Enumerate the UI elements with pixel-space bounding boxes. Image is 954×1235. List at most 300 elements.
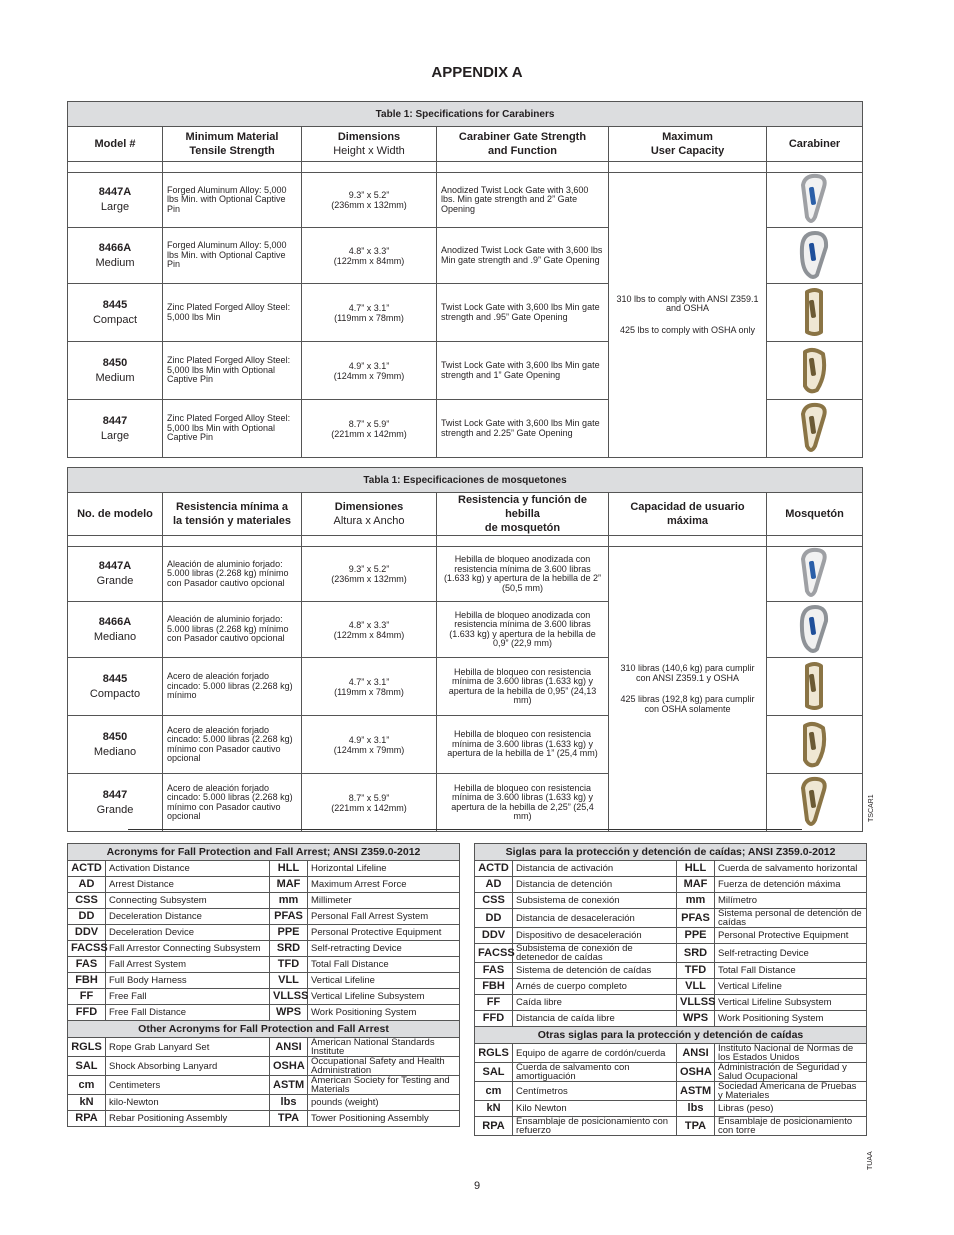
carabiner-image [793, 344, 837, 396]
acronym-row [475, 944, 867, 963]
acronym-definition: Distancia de caída libre [513, 1011, 677, 1027]
model-cell [68, 342, 163, 400]
acronym-abbr: FF [475, 995, 513, 1011]
appendix-title: APPENDIX A [431, 64, 523, 81]
acronym-abbr: HLL [270, 861, 308, 877]
spacer-row [68, 162, 863, 173]
header-line: Capacidad de usuario [630, 501, 745, 513]
model-cell [68, 716, 163, 774]
carabiner-image [793, 286, 837, 338]
acronym-definition: Milímetro [715, 893, 867, 909]
acronym-definition: Sistema personal de detención de caídas [715, 909, 867, 928]
acronym-definition: Total Fall Distance [715, 963, 867, 979]
header-line: Mosquetón [785, 508, 844, 520]
acronym-row [475, 1063, 867, 1082]
header-subline: de mosquetón [484, 522, 561, 534]
spacer [437, 536, 609, 547]
carabiner-image [793, 776, 837, 828]
material-cell: Acero de aleación forjado cincado: 5.000 libras (2.268 kg) mínimo con Pasador cautivo opcional [163, 716, 302, 774]
dimension-mm: (221mm x 142mm) [331, 802, 407, 813]
spacer [609, 162, 767, 173]
column-header [437, 127, 609, 162]
acronym-abbr: FFD [475, 1011, 513, 1027]
model-number: 8466A [98, 241, 132, 254]
acronym-row [68, 1005, 460, 1021]
header-line: Dimensions [337, 131, 401, 143]
dimension-inches: 9.3” x 5.2” [348, 190, 390, 200]
acronym-abbr: AD [475, 877, 513, 893]
dimension-cell [302, 658, 437, 716]
acronym-row [475, 1044, 867, 1063]
header-line: Resistencia y función de hebilla [458, 494, 587, 520]
acronym-definition: Sociedad Americana de Pruebas y Materiales [715, 1082, 867, 1101]
material-cell: Aleación de aluminio forjado: 5.000 libras (2.268 kg) mínimo con Pasador cautivo opcional [163, 602, 302, 658]
spacer [68, 536, 163, 547]
acronym-definition: Arnés de cuerpo completo [513, 979, 677, 995]
acronym-abbr: RGLS [475, 1044, 513, 1063]
column-header [767, 127, 863, 162]
acronym-definition: Work Positioning System [715, 1011, 867, 1027]
mosqueton-spec-table [67, 467, 863, 832]
acronym-abbr: ACTD [68, 861, 106, 877]
acronym-abbr: ASTM [270, 1076, 308, 1095]
acronym-row [68, 1057, 460, 1076]
acronym-definition: Rebar Positioning Assembly [106, 1111, 270, 1127]
model-size: Grande [96, 803, 134, 816]
spacer [437, 162, 609, 173]
table-row [68, 173, 863, 228]
acronym-abbr: MAF [270, 877, 308, 893]
acronym-definition: Instituto Nacional de Normas de los Estados Unidos [715, 1044, 867, 1063]
acronym-abbr: RPA [475, 1117, 513, 1136]
side-code-1: TSCAR1 [868, 794, 875, 822]
acronym-row [68, 877, 460, 893]
header-line: Maximum [662, 131, 713, 143]
acronym-definition: Dispositivo de desaceleración [513, 928, 677, 944]
acronym-row [68, 973, 460, 989]
carabiner-image [793, 402, 837, 454]
acronym-definition: Vertical Lifeline [715, 979, 867, 995]
acronym-abbr: PPE [270, 925, 308, 941]
model-cell [68, 284, 163, 342]
gate-cell: Hebilla de bloqueo con resistencia mínima de 3.600 libras (1.633 kg) y apertura de la hebilla de 0,95” (24,13 mm) [437, 658, 609, 716]
acronym-definition: Maximum Arrest Force [308, 877, 460, 893]
column-header [68, 493, 163, 536]
side-code-2: TUAA [867, 1151, 874, 1170]
acronym-definition: Free Fall Distance [106, 1005, 270, 1021]
header-line: No. de modelo [77, 508, 153, 520]
acronym-abbr: VLLSS [270, 989, 308, 1005]
acronym-row [475, 963, 867, 979]
carabiner-image [793, 660, 837, 712]
acronym-header: Other Acronyms for Fall Protection and Fall Arrest [68, 1021, 460, 1038]
column-header [163, 127, 302, 162]
carabiner-image-cell [767, 774, 863, 832]
dimension-cell [302, 716, 437, 774]
acronym-definition: Sistema de detención de caídas [513, 963, 677, 979]
acronym-definition: kilo-Newton [106, 1095, 270, 1111]
table-row [68, 547, 863, 602]
acronym-definition: Work Positioning System [308, 1005, 460, 1021]
model-number: 8447A [98, 560, 132, 572]
acronym-abbr: PFAS [677, 909, 715, 928]
model-size: Compact [92, 313, 138, 326]
acronym-abbr: HLL [677, 861, 715, 877]
acronym-definition: Ensamblaje de posicionamiento con refuerzo [513, 1117, 677, 1136]
acronym-header-row [68, 1021, 460, 1038]
acronym-abbr: FACSS [68, 941, 106, 957]
acronym-abbr: lbs [270, 1095, 308, 1111]
acronym-abbr: CSS [475, 893, 513, 909]
acronym-row [475, 1011, 867, 1027]
model-number: 8466A [98, 615, 132, 628]
acronym-definition: Activation Distance [106, 861, 270, 877]
carabiner-image-cell [767, 228, 863, 284]
model-size: Mediano [93, 630, 137, 643]
acronym-definition: Equipo de agarre de cordón/cuerda [513, 1044, 677, 1063]
gate-cell: Anodized Twist Lock Gate with 3,600 lbs Min gate strength and .9” Gate Opening [437, 228, 609, 284]
acronym-row [475, 1101, 867, 1117]
model-cell [68, 602, 163, 658]
acronym-abbr: FAS [475, 963, 513, 979]
header-row [68, 127, 863, 162]
acronym-abbr: PPE [677, 928, 715, 944]
acronym-definition: Full Body Harness [106, 973, 270, 989]
acronym-definition: Self-retracting Device [715, 944, 867, 963]
header-subline: la tensión y materiales [173, 515, 291, 527]
acronym-header-row [475, 844, 867, 861]
acronym-row [68, 957, 460, 973]
acronym-abbr: PFAS [270, 909, 308, 925]
acronym-abbr: WPS [677, 1011, 715, 1027]
acronym-abbr: SAL [475, 1063, 513, 1082]
header-subline: Height x Width [333, 145, 405, 157]
spacer [767, 162, 863, 173]
dimension-mm: (221mm x 142mm) [331, 428, 407, 439]
acronym-definition: Shock Absorbing Lanyard [106, 1057, 270, 1076]
dimension-cell [302, 774, 437, 832]
carabiner-image-cell [767, 602, 863, 658]
acronym-abbr: DD [475, 909, 513, 928]
acronym-row [68, 909, 460, 925]
acronym-abbr: TPA [270, 1111, 308, 1127]
acronym-definition: Connecting Subsystem [106, 893, 270, 909]
carabiner-image [793, 547, 837, 599]
model-number: 8445 [102, 672, 128, 685]
column-header [609, 127, 767, 162]
acronym-abbr: ANSI [677, 1044, 715, 1063]
dimension-cell [302, 400, 437, 458]
dimension-inches: 8.7” x 5.9” [348, 792, 390, 803]
gate-cell: Twist Lock Gate with 3,600 lbs Min gate strength and .95” Gate Opening [437, 284, 609, 342]
material-cell: Forged Aluminum Alloy: 5,000 lbs Min. with Optional Captive Pin [163, 173, 302, 228]
acronym-abbr: DDV [475, 928, 513, 944]
spacer [163, 162, 302, 173]
acronym-definition: Cuerda de salvamento horizontal [715, 861, 867, 877]
acronym-definition: Cuerda de salvamento con amortiguación [513, 1063, 677, 1082]
header-line: Dimensiones [334, 501, 404, 513]
acronym-abbr: ASTM [677, 1082, 715, 1101]
acronym-definition: Arrest Distance [106, 877, 270, 893]
acronym-header: Otras siglas para la protección y detención de caídas [475, 1027, 867, 1044]
acronym-row [68, 1038, 460, 1057]
acronym-definition: Distancia de desaceleración [513, 909, 677, 928]
acronym-abbr: FBH [475, 979, 513, 995]
acronym-abbr: TPA [677, 1117, 715, 1136]
acronym-definition: Vertical Lifeline [308, 973, 460, 989]
acronym-definition: Personal Protective Equipment [308, 925, 460, 941]
acronym-abbr: lbs [677, 1101, 715, 1117]
dimension-inches: 4.8” x 3.3” [348, 245, 390, 256]
acronym-definition: Total Fall Distance [308, 957, 460, 973]
acronym-abbr: SRD [677, 944, 715, 963]
dimension-mm: (119mm x 78mm) [334, 686, 404, 697]
carabiner-image [793, 229, 837, 281]
column-header [437, 493, 609, 536]
acronym-definition: Caída libre [513, 995, 677, 1011]
dimension-cell [302, 228, 437, 284]
header-line: Model # [94, 138, 136, 150]
dimension-mm: (124mm x 79mm) [333, 744, 405, 755]
table-caption: Table 1: Specifications for Carabiners [68, 102, 863, 127]
acronym-abbr: OSHA [677, 1063, 715, 1082]
acronym-abbr: cm [475, 1082, 513, 1101]
acronym-row [475, 979, 867, 995]
acronym-definition: Vertical Lifeline Subsystem [715, 995, 867, 1011]
model-number: 8450 [102, 730, 128, 743]
acronym-abbr: ACTD [475, 861, 513, 877]
dimension-inches: 8.7” x 5.9” [348, 418, 390, 429]
acronym-abbr: OSHA [270, 1057, 308, 1076]
acronym-row [68, 893, 460, 909]
acronym-abbr: FBH [68, 973, 106, 989]
acronym-abbr: DD [68, 909, 106, 925]
table-caption-row [68, 102, 863, 127]
dimension-cell [302, 547, 437, 602]
acronym-abbr: RPA [68, 1111, 106, 1127]
acronym-definition: Free Fall [106, 989, 270, 1005]
acronym-header-row [68, 844, 460, 861]
model-size: Compacto [89, 687, 141, 700]
capacity-line-1: 310 lbs to comply with ANSI Z359.1 and OSHA [616, 293, 759, 314]
material-cell: Forged Aluminum Alloy: 5,000 lbs Min. with Optional Captive Pin [163, 228, 302, 284]
acronym-definition: Distancia de activación [513, 861, 677, 877]
model-number: 8447A [98, 186, 132, 198]
model-cell [68, 658, 163, 716]
acronym-definition: Personal Protective Equipment [715, 928, 867, 944]
acronym-definition: Administración de Seguridad y Salud Ocupacional [715, 1063, 867, 1082]
header-line: Carabiner Gate Strength [458, 131, 587, 143]
model-size: Large [100, 429, 130, 442]
header-row [68, 493, 863, 536]
acronyms-table-es [474, 843, 867, 1136]
acronym-definition: Distancia de detención [513, 877, 677, 893]
column-header [68, 127, 163, 162]
acronym-row [68, 1095, 460, 1111]
spacer [302, 162, 437, 173]
gate-cell: Hebilla de bloqueo con resistencia mínima de 3.600 libras (1.633 kg) y apertura de la hebilla de 2,25” (25,4 mm) [437, 774, 609, 832]
gate-cell: Anodized Twist Lock Gate with 3,600 lbs. Min gate strength and 2” Gate Opening [437, 173, 609, 228]
carabiner-image-cell [767, 400, 863, 458]
dimension-cell [302, 342, 437, 400]
acronym-abbr: SRD [270, 941, 308, 957]
acronym-row [475, 909, 867, 928]
acronym-abbr: mm [677, 893, 715, 909]
acronym-row [475, 1082, 867, 1101]
acronym-abbr: TFD [270, 957, 308, 973]
acronym-row [475, 928, 867, 944]
acronym-abbr: MAF [677, 877, 715, 893]
model-number: 8445 [102, 298, 128, 311]
acronym-definition: Deceleration Distance [106, 909, 270, 925]
acronym-definition: Kilo Newton [513, 1101, 677, 1117]
dimension-mm: (236mm x 132mm) [331, 200, 407, 210]
gate-cell: Twist Lock Gate with 3,600 lbs Min gate strength and 1” Gate Opening [437, 342, 609, 400]
spacer [609, 536, 767, 547]
dimension-mm: (124mm x 79mm) [333, 370, 405, 381]
acronym-definition: Subsistema de conexión [513, 893, 677, 909]
gate-cell: Twist Lock Gate with 3,600 lbs Min gate strength and 2.25” Gate Opening [437, 400, 609, 458]
dimension-inches: 4.7” x 3.1” [348, 676, 390, 687]
acronym-definition: Self-retracting Device [308, 941, 460, 957]
acronym-row [68, 861, 460, 877]
dimension-mm: (122mm x 84mm) [333, 629, 405, 640]
model-number: 8450 [102, 356, 128, 369]
acronym-row [475, 877, 867, 893]
model-number: 8447 [102, 414, 128, 427]
acronym-definition: Personal Fall Arrest System [308, 909, 460, 925]
table-caption: Tabla 1: Especificaciones de mosquetones [68, 468, 863, 493]
carabiner-image [793, 718, 837, 770]
acronym-abbr: CSS [68, 893, 106, 909]
acronym-abbr: VLL [677, 979, 715, 995]
acronyms-table-en [67, 843, 460, 1127]
column-header [302, 127, 437, 162]
carabiner-image-cell [767, 342, 863, 400]
header-line: Resistencia mínima a [176, 501, 288, 513]
acronym-abbr: AD [68, 877, 106, 893]
acronym-row [475, 995, 867, 1011]
carabiner-image [793, 603, 837, 655]
acronym-definition: Ensamblaje de posicionamiento con torre [715, 1117, 867, 1136]
model-cell [68, 228, 163, 284]
acronym-definition: Horizontal Lifeline [308, 861, 460, 877]
acronym-row [68, 989, 460, 1005]
acronym-abbr: TFD [677, 963, 715, 979]
column-header [609, 493, 767, 536]
acronym-abbr: mm [270, 893, 308, 909]
material-cell: Zinc Plated Forged Alloy Steel: 5,000 lbs Min [163, 284, 302, 342]
capacity-cell [609, 547, 767, 832]
material-cell: Zinc Plated Forged Alloy Steel: 5,000 lbs Min with Optional Captive Pin [163, 400, 302, 458]
dimension-inches: 4.7” x 3.1” [348, 302, 390, 313]
acronym-definition: Subsistema de conexión de detenedor de caídas [513, 944, 677, 963]
acronym-header: Acronyms for Fall Protection and Fall Arrest; ANSI Z359.0-2012 [68, 844, 460, 861]
carabiner-image-cell [767, 284, 863, 342]
header-subline: User Capacity [650, 145, 725, 157]
capacity-cell [609, 173, 767, 458]
table-caption-row [68, 468, 863, 493]
acronym-definition: Tower Positioning Assembly [308, 1111, 460, 1127]
carabiner-image-cell [767, 547, 863, 602]
acronym-abbr: ANSI [270, 1038, 308, 1057]
carabiner-image-cell [767, 658, 863, 716]
acronym-abbr: WPS [270, 1005, 308, 1021]
acronym-definition: American Society for Testing and Materials [308, 1076, 460, 1095]
acronym-row [68, 1076, 460, 1095]
model-size: Mediano [93, 745, 137, 758]
material-cell: Aleación de aluminio forjado: 5.000 libras (2.268 kg) mínimo con Pasador cautivo opcional [163, 547, 302, 602]
acronym-abbr: VLL [270, 973, 308, 989]
column-header [302, 493, 437, 536]
acronym-abbr: VLLSS [677, 995, 715, 1011]
acronym-definition: American National Standards Institute [308, 1038, 460, 1057]
model-size: Grande [96, 575, 134, 587]
acronym-abbr: FACSS [475, 944, 513, 963]
header-subline: and Function [487, 145, 558, 157]
material-cell: Zinc Plated Forged Alloy Steel: 5,000 lbs Min with Optional Captive Pin [163, 342, 302, 400]
acronym-row [68, 1111, 460, 1127]
acronym-abbr: kN [68, 1095, 106, 1111]
acronym-row [68, 941, 460, 957]
gate-cell: Hebilla de bloqueo con resistencia mínima de 3.600 libras (1.633 kg) y apertura de la hebilla de 1” (25,4 mm) [437, 716, 609, 774]
acronym-definition: Fall Arrest System [106, 957, 270, 973]
acronym-header-row [475, 1027, 867, 1044]
acronym-row [475, 1117, 867, 1136]
acronym-definition: pounds (weight) [308, 1095, 460, 1111]
spacer [302, 536, 437, 547]
header-subline: Altura x Ancho [333, 515, 405, 527]
spacer-row [68, 536, 863, 547]
divider-line [128, 829, 802, 830]
material-cell: Acero de aleación forjado cincado: 5.000 libras (2.268 kg) mínimo con Pasador cautivo opcional [163, 774, 302, 832]
acronym-definition: Libras (peso) [715, 1101, 867, 1117]
dimension-inches: 4.9” x 3.1” [348, 734, 390, 745]
column-header [767, 493, 863, 536]
acronym-header: Siglas para la protección y detención de caídas; ANSI Z359.0-2012 [475, 844, 867, 861]
header-subline: Tensile Strength [189, 145, 275, 157]
carabiner-image-cell [767, 173, 863, 228]
acronym-abbr: DDV [68, 925, 106, 941]
acronym-row [68, 925, 460, 941]
model-cell [68, 547, 163, 602]
acronym-row [475, 893, 867, 909]
column-header [163, 493, 302, 536]
acronym-definition: Occupational Safety and Health Administration [308, 1057, 460, 1076]
model-size: Large [100, 201, 130, 213]
model-cell [68, 173, 163, 228]
gate-cell: Hebilla de bloqueo anodizada con resistencia mínima de 3.600 libras (1.633 kg) y apertura de la hebilla de 0,9” (22,9 mm) [437, 602, 609, 658]
dimension-mm: (122mm x 84mm) [333, 255, 405, 266]
acronym-row [475, 861, 867, 877]
spacer [767, 536, 863, 547]
header-line: Minimum Material [185, 131, 279, 143]
dimension-cell [302, 284, 437, 342]
acronym-abbr: RGLS [68, 1038, 106, 1057]
acronym-definition: Centímetros [513, 1082, 677, 1101]
spacer [163, 536, 302, 547]
acronym-abbr: FF [68, 989, 106, 1005]
header-line: Carabiner [788, 138, 841, 150]
dimension-cell [302, 173, 437, 228]
dimension-cell [302, 602, 437, 658]
dimension-inches: 4.8” x 3.3” [348, 619, 390, 630]
dimension-mm: (236mm x 132mm) [331, 574, 407, 584]
carabiner-spec-table [67, 101, 863, 458]
model-cell [68, 774, 163, 832]
acronym-definition: Millimeter [308, 893, 460, 909]
dimension-inches: 9.3” x 5.2” [348, 564, 390, 574]
